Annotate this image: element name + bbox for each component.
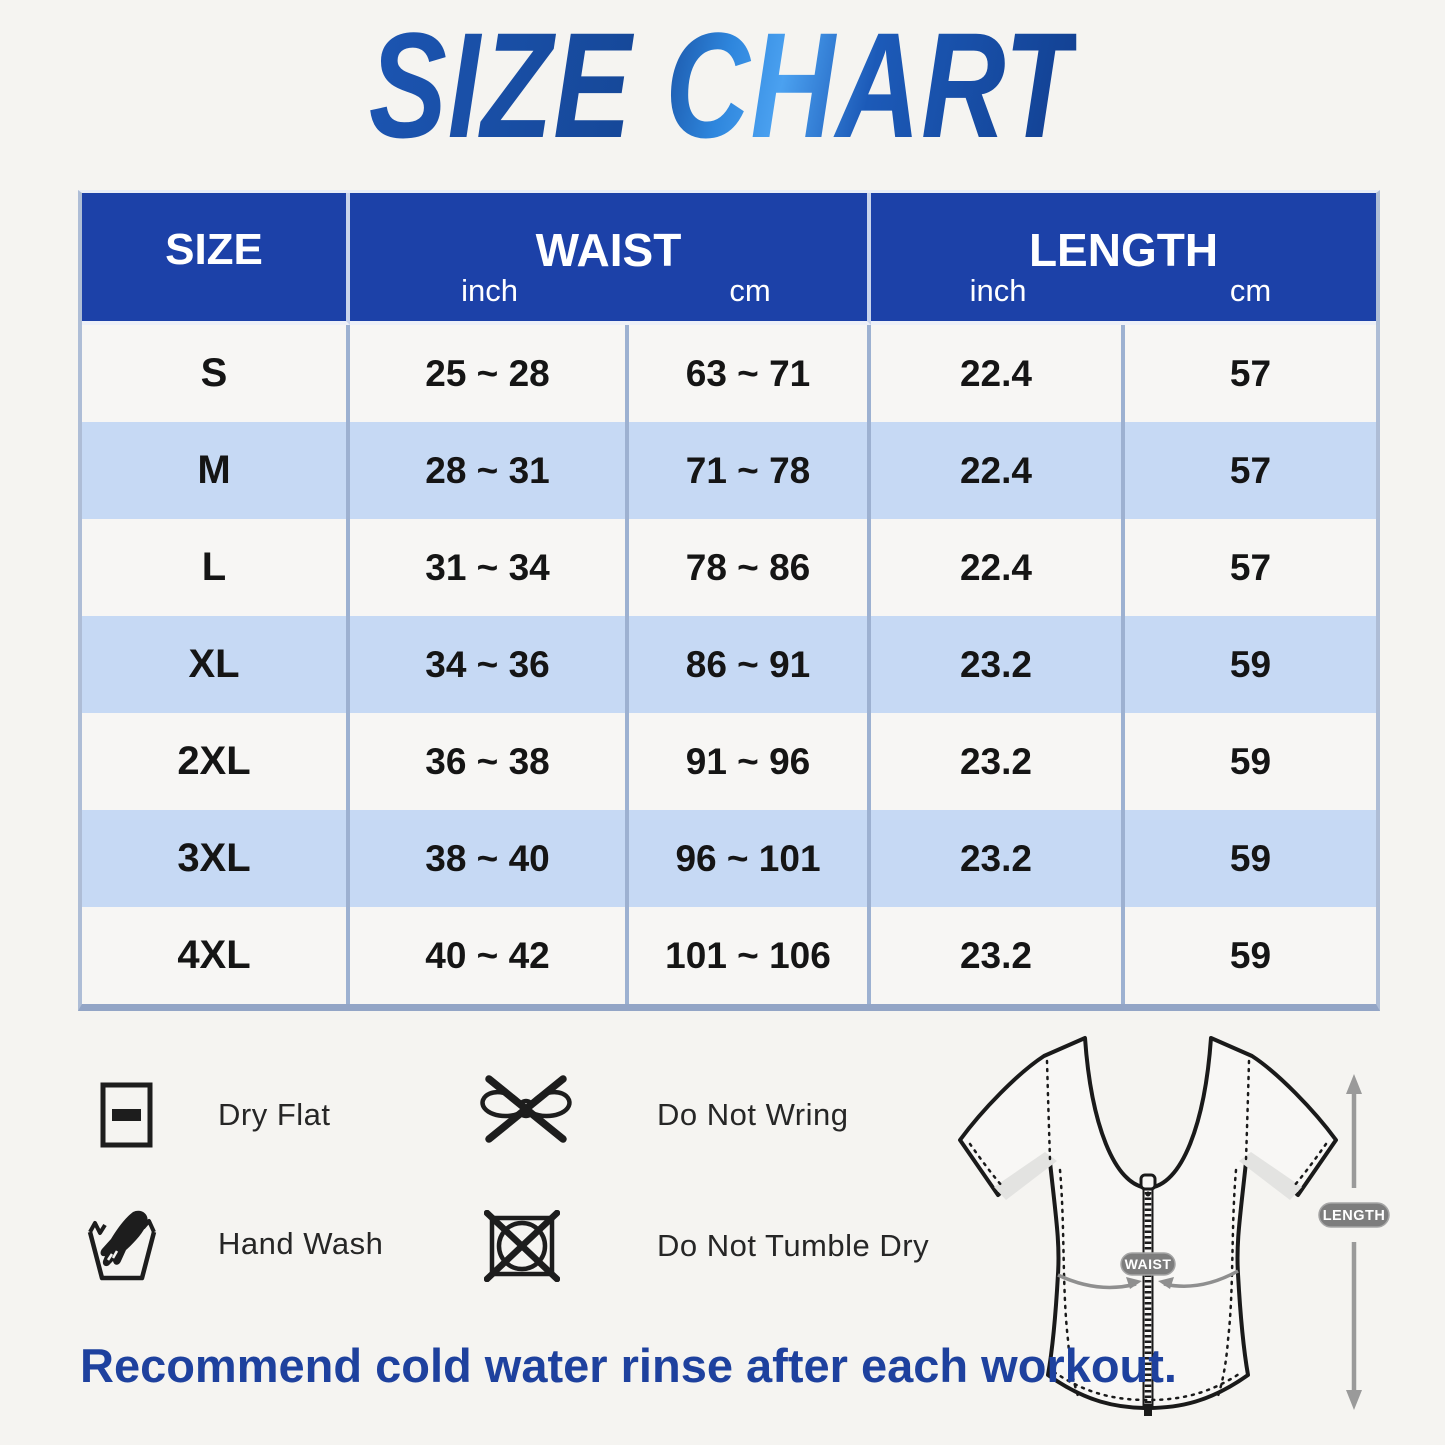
cell-length-inch: 22.4 [871,422,1125,519]
do-not-wring-icon [476,1072,576,1146]
care-label-do-not-wring: Do Not Wring [657,1097,849,1132]
page-title: SIZE CHART [368,1,1077,169]
cell-waist-inch: 31 ~ 34 [350,519,629,616]
cell-size: M [82,422,350,519]
waist-badge [1121,1253,1175,1275]
header-size-label: SIZE [165,225,263,274]
cell-waist-inch: 36 ~ 38 [350,713,629,810]
cell-size: XL [82,616,350,713]
table-row [82,713,1376,810]
care-label-dry-flat: Dry Flat [218,1097,331,1132]
cell-length-cm: 59 [1125,713,1376,810]
cell-length-cm: 59 [1125,907,1376,1004]
table-header-row [82,193,1376,325]
waist-badge-label: WAIST [1124,1256,1172,1272]
cell-waist-inch: 38 ~ 40 [350,810,629,907]
waist-unit-cm: cm [729,273,771,308]
table-row [82,519,1376,616]
cell-length-inch: 23.2 [871,713,1125,810]
cell-size: L [82,519,350,616]
header-size [82,193,350,325]
cell-size: 4XL [82,907,350,1004]
header-waist [350,193,871,325]
hand-wash-icon [86,1196,158,1282]
cell-waist-cm: 63 ~ 71 [629,325,871,422]
cell-length-cm: 57 [1125,519,1376,616]
cell-length-cm: 57 [1125,422,1376,519]
header-length-label: LENGTH [1028,224,1219,276]
length-unit-cm: cm [1229,273,1272,308]
cell-length-cm: 57 [1125,325,1376,422]
cell-size: S [82,325,350,422]
cell-waist-cm: 96 ~ 101 [629,810,871,907]
header-waist-label: WAIST [535,224,682,276]
cell-waist-inch: 34 ~ 36 [350,616,629,713]
header-length [871,193,1376,325]
header-waist-units [350,274,867,308]
cell-waist-cm: 91 ~ 96 [629,713,871,810]
cell-length-inch: 23.2 [871,616,1125,713]
table-row [82,810,1376,907]
table-row [82,907,1376,1004]
care-label-hand-wash: Hand Wash [218,1226,384,1261]
cell-length-inch: 23.2 [871,907,1125,1004]
cell-waist-cm: 86 ~ 91 [629,616,871,713]
cell-waist-cm: 78 ~ 86 [629,519,871,616]
cell-waist-inch: 25 ~ 28 [350,325,629,422]
waist-unit-inch: inch [461,273,518,308]
cell-waist-inch: 40 ~ 42 [350,907,629,1004]
cell-size: 2XL [82,713,350,810]
footer-note: Recommend cold water rinse after each workout. [80,1339,1177,1392]
size-table [78,190,1380,1011]
header-length-units [871,274,1376,308]
cell-length-cm: 59 [1125,810,1376,907]
table-row [82,422,1376,519]
care-label-do-not-tumble-dry: Do Not Tumble Dry [657,1228,930,1263]
cell-waist-cm: 101 ~ 106 [629,907,871,1004]
dry-flat-icon [100,1082,153,1148]
cell-length-cm: 59 [1125,616,1376,713]
table-row [82,616,1376,713]
length-badge-label: LENGTH [1322,1208,1386,1224]
cell-length-inch: 22.4 [871,519,1125,616]
length-arrow [1346,1074,1362,1410]
length-badge [1319,1203,1389,1227]
page-title-wrap [0,1,1445,169]
cell-length-inch: 22.4 [871,325,1125,422]
cell-waist-cm: 71 ~ 78 [629,422,871,519]
cell-length-inch: 23.2 [871,810,1125,907]
cell-waist-inch: 28 ~ 31 [350,422,629,519]
do-not-tumble-dry-icon [484,1210,560,1282]
length-unit-inch: inch [969,273,1027,308]
cell-size: 3XL [82,810,350,907]
table-row [82,325,1376,422]
